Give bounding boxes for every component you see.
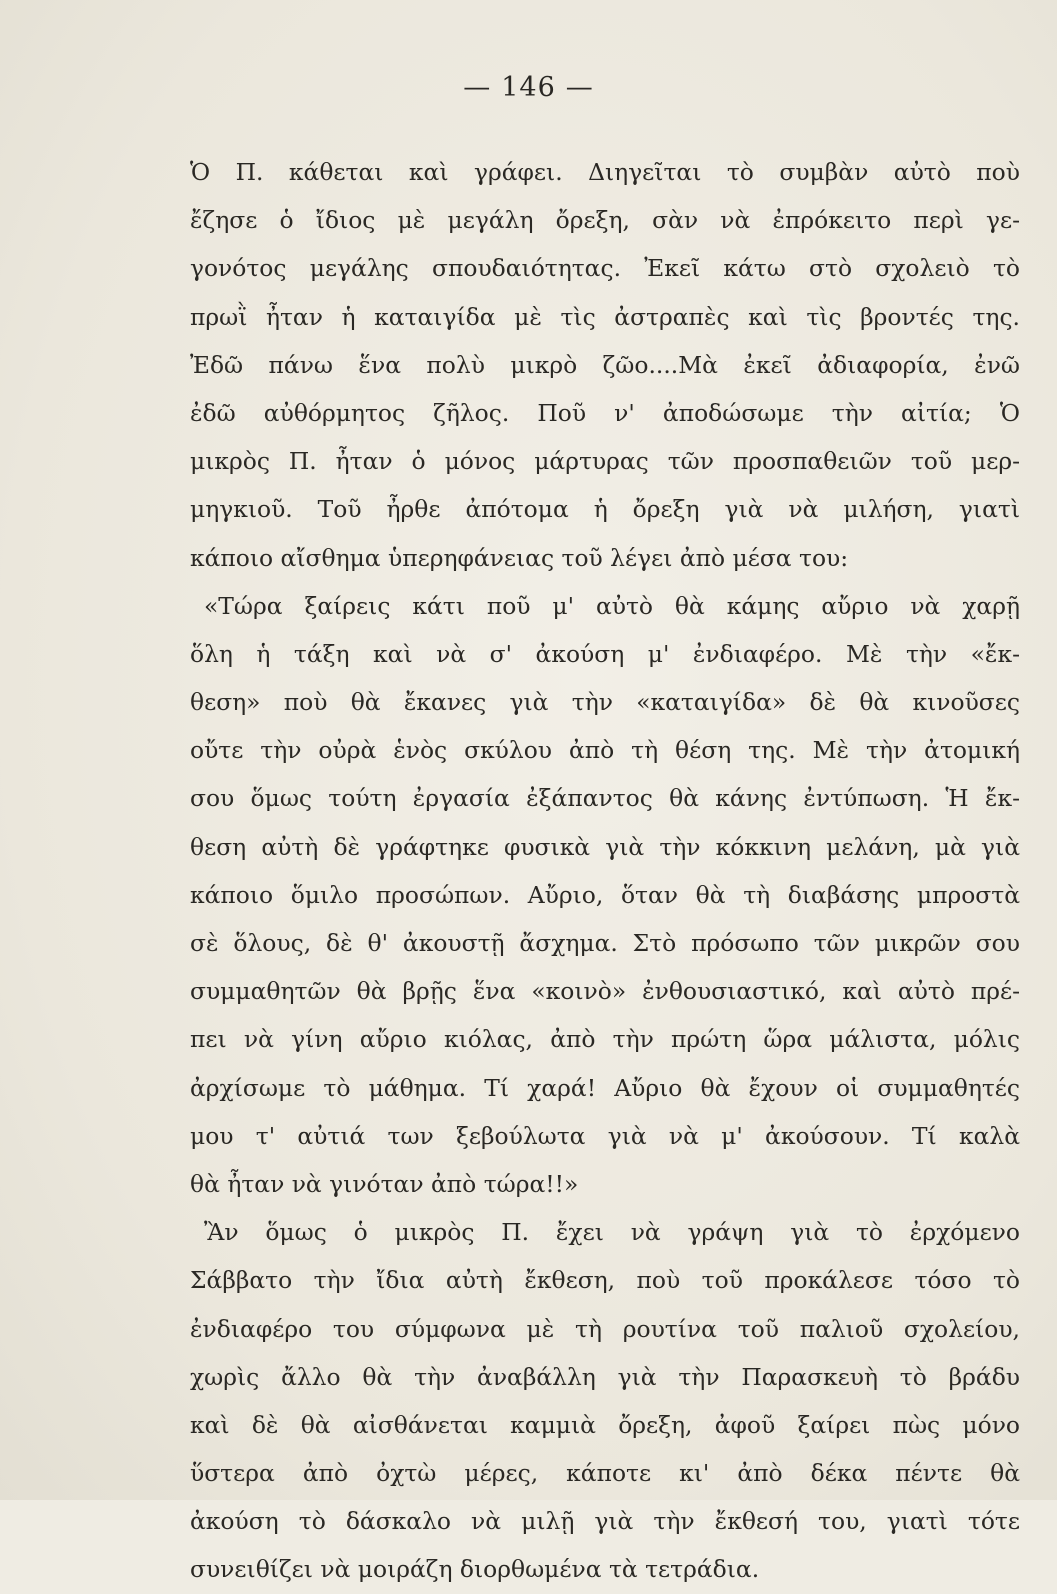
text-line: Ἂν ὅμως ὁ μικρὸς Π. ἔχει νὰ γράψη γιὰ τὸ ἐρχόμενο	[204, 1218, 1020, 1247]
page-number-dash-right: —	[565, 72, 594, 103]
page-number-dash-left: —	[463, 72, 492, 103]
text-line: συμμαθητῶν θὰ βρῇς ἕνα «κοινὸ» ἐνθουσιαστικό, καὶ αὐτὸ πρέ-	[190, 977, 1020, 1006]
text-line: θεση» ποὺ θὰ ἔκανες γιὰ τὴν «καταιγίδα» δὲ θὰ κινοῦσες	[190, 688, 1020, 717]
body-text	[190, 148, 1020, 1594]
text-line: ἀκούση τὸ δάσκαλο νὰ μιλῇ γιὰ τὴν ἔκθεσή του, γιατὶ τότε	[190, 1507, 1020, 1536]
page-number: 146	[501, 72, 556, 103]
text-line: πρωῒ ἦταν ἡ καταιγίδα μὲ τὶς ἀστραπὲς καὶ τὶς βροντές της.	[190, 302, 1020, 331]
text-line: πει νὰ γίνη αὔριο κιόλας, ἀπὸ τὴν πρώτη ὥρα μάλιστα, μόλις	[190, 1025, 1020, 1054]
text-line: κάποιο αἴσθημα ὑπερηφάνειας τοῦ λέγει ἀπὸ μέσα του:	[190, 543, 849, 572]
text-line: Ἐδῶ πάνω ἕνα πολὺ μικρὸ ζῶο....Μὰ ἐκεῖ ἀδιαφορία, ἐνῶ	[190, 350, 1020, 379]
text-line: ἐδῶ αὐθόρμητος ζῆλος. Ποῦ ν' ἀποδώσωμε τὴν αἰτία; Ὁ	[190, 398, 1020, 427]
text-line: ἀρχίσωμε τὸ μάθημα. Τί χαρά! Αὔριο θὰ ἔχουν οἱ συμμαθητές	[190, 1073, 1020, 1102]
text-line: σὲ ὅλους, δὲ θ' ἀκουστῇ ἄσχημα. Στὸ πρόσωπο τῶν μικρῶν σου	[190, 929, 1020, 957]
text-line: σου ὅμως τούτη ἐργασία ἐξάπαντος θὰ κάνης ἐντύπωση. Ἡ ἔκ-	[190, 784, 1020, 813]
text-line: ἐνδιαφέρο του σύμφωνα μὲ τὴ ρουτίνα τοῦ παλιοῦ σχολείου,	[190, 1314, 1020, 1343]
text-line: γονότος μεγάλης σπουδαιότητας. Ἐκεῖ κάτω στὸ σχολειὸ τὸ	[190, 254, 1020, 283]
text-line: θεση αὐτὴ δὲ γράφτηκε φυσικὰ γιὰ τὴν κόκκινη μελάνη, μὰ γιὰ	[190, 832, 1020, 861]
text-line: κάποιο ὅμιλο προσώπων. Αὔριο, ὅταν θὰ τὴ διαβάσης μπροστὰ	[190, 880, 1020, 909]
text-line: Ὁ Π. κάθεται καὶ γράφει. Διηγεῖται τὸ συμβὰν αὐτὸ ποὺ	[190, 158, 1020, 186]
text-line: οὔτε τὴν οὐρὰ ἑνὸς σκύλου ἀπὸ τὴ θέση της. Μὲ τὴν ἀτομική	[190, 736, 1020, 765]
text-line: ὅλη ἡ τάξη καὶ νὰ σ' ἀκούση μ' ἐνδιαφέρο. Μὲ τὴν «ἔκ-	[190, 639, 1020, 668]
text-line: χωρὶς ἄλλο θὰ τὴν ἀναβάλλη γιὰ τὴν Παρασκευὴ τὸ βράδυ	[190, 1362, 1020, 1391]
text-line: ὕστερα ἀπὸ ὀχτὼ μέρες, κάποτε κι' ἀπὸ δέκα πέντε θὰ	[190, 1459, 1020, 1488]
text-line: μικρὸς Π. ἦταν ὁ μόνος μάρτυρας τῶν προσπαθειῶν τοῦ μερ-	[190, 447, 1020, 476]
text-line: Σάββατο τὴν ἴδια αὐτὴ ἔκθεση, ποὺ τοῦ προκάλεσε τόσο τὸ	[190, 1266, 1020, 1295]
text-line: καὶ δὲ θὰ αἰσθάνεται καμμιὰ ὄρεξη, ἀφοῦ ξαίρει πὼς μόνο	[190, 1410, 1020, 1439]
text-line: ἔζησε ὁ ἴδιος μὲ μεγάλη ὄρεξη, σὰν νὰ ἐπρόκειτο περὶ γε-	[190, 206, 1020, 235]
text-line: θὰ ἦταν νὰ γινόταν ἀπὸ τώρα!!»	[190, 1169, 579, 1198]
text-line: μηγκιοῦ. Τοῦ ἦρθε ἀπότομα ἡ ὄρεξη γιὰ νὰ μιλήση, γιατὶ	[190, 495, 1020, 524]
text-line: μου τ' αὐτιά των ξεβούλωτα γιὰ νὰ μ' ἀκούσουν. Τί καλὰ	[190, 1121, 1020, 1150]
text-line: «Τώρα ξαίρεις κάτι ποῦ μ' αὐτὸ θὰ κάμης αὔριο νὰ χαρῇ	[204, 591, 1020, 620]
page-number-header	[0, 72, 1057, 103]
text-line: συνειθίζει νὰ μοιράζη διορθωμένα τὰ τετράδια.	[190, 1555, 760, 1584]
